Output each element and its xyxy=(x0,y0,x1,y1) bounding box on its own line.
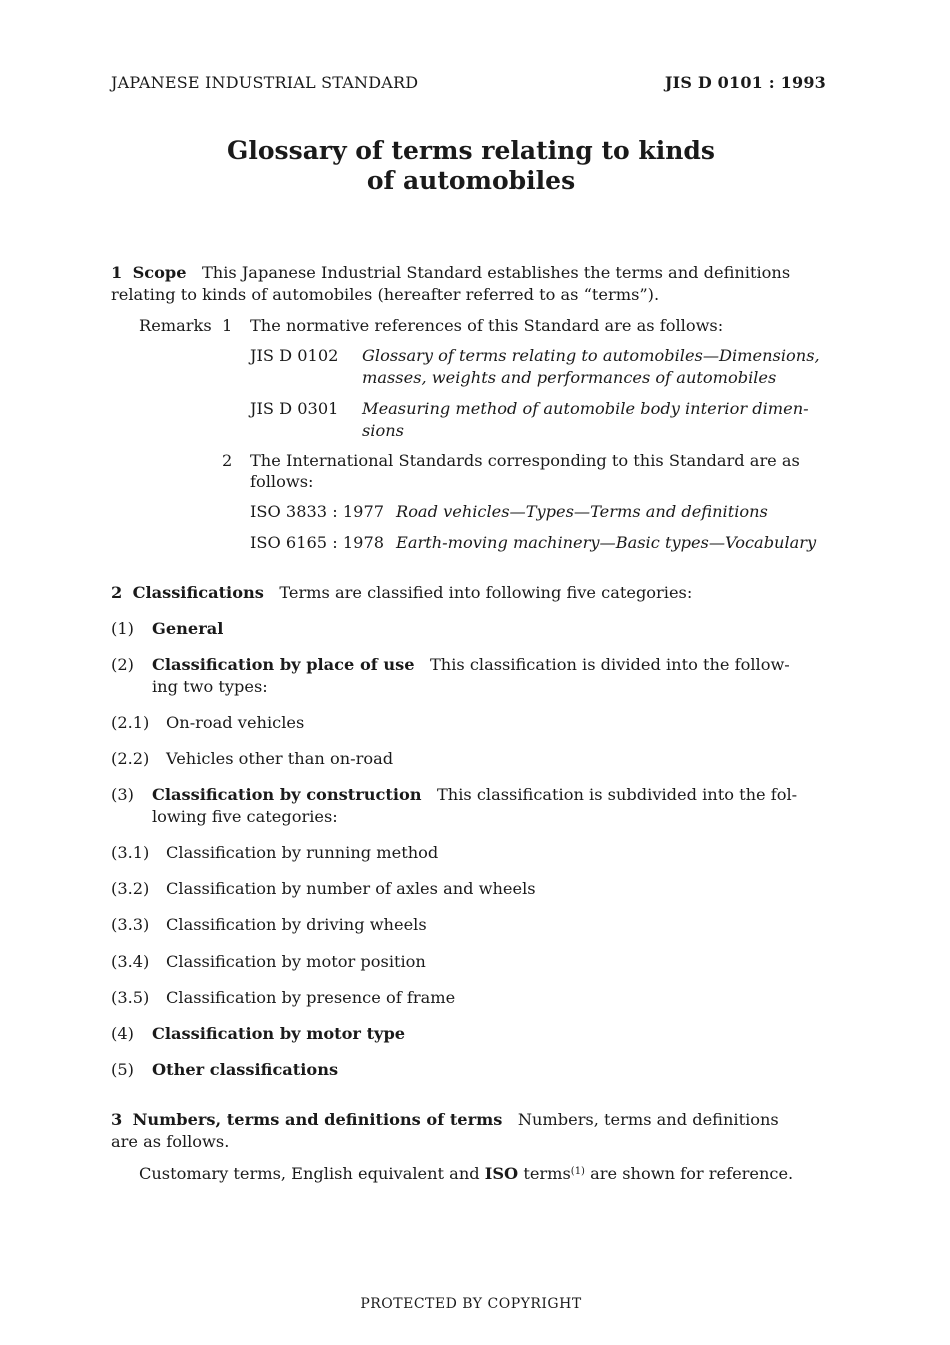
scope-heading: Scope xyxy=(132,263,187,282)
class-item-2-line-1: Classification by place of use This classification is divided into the follow- xyxy=(152,655,790,674)
class-item-3-number: (3) xyxy=(111,785,134,804)
ref-title-jis-d-0102-line-2: masses, weights and performances of automobiles xyxy=(362,368,777,387)
class-item-3-label: Classification by construction xyxy=(152,785,422,804)
remark-1-text: The normative references of this Standard are as follows: xyxy=(250,316,724,335)
title-line-2: of automobiles xyxy=(366,166,576,195)
classifications-heading: Classifications xyxy=(132,583,264,602)
class-item-2-1-number: (2.1) xyxy=(111,713,150,732)
copyright-notice: PROTECTED BY COPYRIGHT xyxy=(360,1296,582,1312)
ref-title-jis-d-0301-line-2: sions xyxy=(362,421,404,440)
class-item-5-number: (5) xyxy=(111,1060,134,1079)
document-title xyxy=(0,136,942,196)
scope-text-1: This Japanese Industrial Standard establishes the terms and definitions xyxy=(201,263,791,282)
footnote-marker: (1) xyxy=(570,1166,585,1177)
class-item-3-line-1: Classification by construction This classification is subdivided into the fol- xyxy=(152,785,798,804)
class-item-3-1-number: (3.1) xyxy=(111,843,150,862)
iso-bold: ISO xyxy=(484,1164,519,1183)
class-item-3-2-label: Classification by number of axles and wheels xyxy=(166,879,536,898)
scope-text-2: relating to kinds of automobiles (hereafter referred to as “terms”). xyxy=(111,285,660,304)
ref-code-jis-d-0102: JIS D 0102 xyxy=(250,346,339,365)
class-item-2-2-label: Vehicles other than on-road xyxy=(166,749,394,768)
iso-ref-code-3833: ISO 3833 : 1977 xyxy=(250,502,385,521)
numbers-text-2: are as follows. xyxy=(111,1132,230,1151)
class-item-1-number: (1) xyxy=(111,619,134,638)
class-item-5-label: Other classifications xyxy=(152,1060,339,1079)
class-item-2-number: (2) xyxy=(111,655,134,674)
iso-ref-code-6165: ISO 6165 : 1978 xyxy=(250,533,385,552)
numbers-heading-line xyxy=(111,1109,779,1130)
class-item-2-line-2: ing two types: xyxy=(152,677,268,696)
standard-number-header: JIS D 0101 : 1993 xyxy=(664,73,826,92)
class-item-3-4-number: (3.4) xyxy=(111,952,150,971)
class-item-2-1-label: On-road vehicles xyxy=(166,713,305,732)
class-item-2-2-number: (2.2) xyxy=(111,749,150,768)
standard-type-header: JAPANESE INDUSTRIAL STANDARD xyxy=(111,73,419,92)
reference-note: Customary terms, English equivalent and ISO terms$^{(1)}$ are shown for reference. xyxy=(139,1164,794,1183)
class-item-4-label: Classification by motor type xyxy=(152,1024,406,1043)
iso-ref-title-6165: Earth-moving machinery—Basic types—Vocabulary xyxy=(396,533,817,552)
scope-number: 1 xyxy=(111,263,123,282)
class-item-3-5-label: Classification by presence of frame xyxy=(166,988,456,1007)
class-item-3-1-label: Classification by running method xyxy=(166,843,439,862)
remark-2-text-1: The International Standards corresponding to this Standard are as xyxy=(250,451,800,470)
ref-title-jis-d-0301-line-1: Measuring method of automobile body interior dimen- xyxy=(362,399,809,418)
remark-2-text-2: follows: xyxy=(250,472,314,491)
classifications-number: 2 xyxy=(111,583,123,602)
class-item-2-label: Classification by place of use xyxy=(152,655,415,674)
class-item-3-3-label: Classification by driving wheels xyxy=(166,915,427,934)
remark-2-number: 2 xyxy=(222,451,233,470)
numbers-heading: Numbers, terms and definitions of terms xyxy=(132,1110,503,1129)
title-line-1: Glossary of terms relating to kinds xyxy=(227,136,715,165)
classifications-heading-line xyxy=(111,582,692,603)
remark-1-number: 1 xyxy=(222,316,233,335)
class-item-3-2-number: (3.2) xyxy=(111,879,150,898)
class-item-3-4-label: Classification by motor position xyxy=(166,952,426,971)
numbers-number: 3 xyxy=(111,1110,123,1129)
iso-ref-title-3833: Road vehicles—Types—Terms and definitions xyxy=(396,502,768,521)
class-item-3-5-number: (3.5) xyxy=(111,988,150,1007)
class-item-3-line-2: lowing five categories: xyxy=(152,807,338,826)
classifications-intro: Terms are classified into following five categories: xyxy=(279,583,693,602)
remarks-label: Remarks xyxy=(139,316,212,335)
class-item-3-3-number: (3.3) xyxy=(111,915,150,934)
class-item-4-number: (4) xyxy=(111,1024,134,1043)
ref-code-jis-d-0301: JIS D 0301 xyxy=(250,399,339,418)
class-item-1-label: General xyxy=(152,619,224,638)
ref-title-jis-d-0102-line-1: Glossary of terms relating to automobiles—Dimensions, xyxy=(362,346,820,365)
numbers-text-1: Numbers, terms and definitions xyxy=(517,1110,779,1129)
scope-line-1 xyxy=(111,262,790,283)
